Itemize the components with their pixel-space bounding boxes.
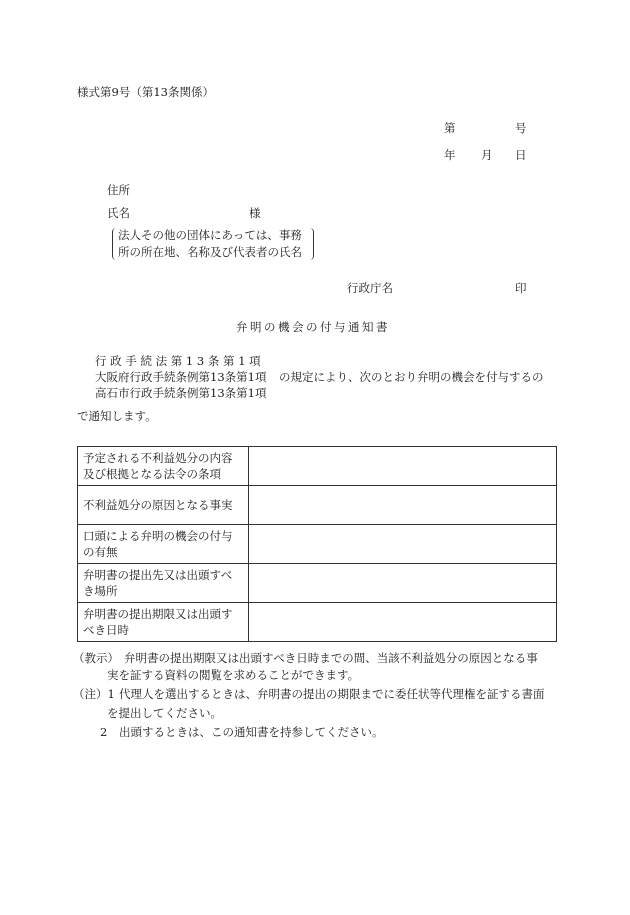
- table-row-label: [78, 603, 249, 642]
- law-reference-3: 高石市行政手続条例第13条第1項: [95, 386, 267, 400]
- table-row: [78, 564, 557, 603]
- document-number-suffix: 号: [515, 121, 527, 135]
- label-line: き場所: [83, 584, 118, 598]
- label-line: べき日時: [83, 623, 129, 637]
- law-reference-1: 行 政 手 続 法 第 1 3 条 第 1 項: [95, 354, 261, 368]
- address-label: 住所: [107, 183, 130, 197]
- label-line: 予定される不利益処分の内容: [83, 451, 233, 465]
- honorific: 様: [249, 206, 261, 220]
- corporate-note-line1: 法人その他の団体にあっては、事務: [118, 228, 302, 242]
- seal-mark: 印: [515, 281, 527, 295]
- body-text-continuation: の規定により、次のとおり弁明の機会を付与するの: [279, 370, 544, 384]
- date-day: 日: [515, 148, 527, 162]
- instruction-line2: 実を証する資料の閲覧を求めることができます。: [107, 668, 360, 682]
- table-row-label: [78, 447, 249, 486]
- notice-table: [77, 446, 557, 642]
- label-line: 及び根拠となる法令の条項: [83, 467, 221, 481]
- name-label: 氏名: [107, 206, 130, 220]
- corporate-note-line2: 所の所在地、名称及び代表者の氏名: [118, 245, 302, 259]
- table-row-label: [78, 564, 249, 603]
- label-line: 弁明書の提出先又は出頭すべ: [83, 568, 233, 582]
- table-row-value: [249, 447, 557, 486]
- body-text-line2: で通知します。: [77, 409, 157, 423]
- table-row-label: [78, 486, 249, 525]
- table-row: [78, 447, 557, 486]
- table-row: [78, 525, 557, 564]
- note1-line1: 代理人を選出するときは、弁明書の提出の期限までに委任状等代理権を証する書面: [119, 687, 545, 701]
- form-number: 様式第9号（第13条関係）: [77, 85, 214, 99]
- label-line: 不利益処分の原因となる事実: [83, 498, 233, 512]
- label-line: 口頭による弁明の機会の付与: [83, 529, 233, 543]
- table-row-label: [78, 525, 249, 564]
- law-reference-2: 大阪府行政手続条例第13条第1項: [95, 370, 267, 384]
- table-row-value: [249, 486, 557, 525]
- label-line: 弁明書の提出期限又は出頭す: [83, 607, 233, 621]
- table-row: [78, 603, 557, 642]
- instruction-label: （教示）: [73, 651, 119, 665]
- document-number-prefix: 第: [444, 121, 456, 135]
- date-year: 年: [444, 148, 456, 162]
- note2-number: 2: [100, 725, 108, 739]
- label-line: の有無: [83, 545, 118, 559]
- note2-text: 出頭するときは、この通知書を持参してください。: [119, 725, 384, 739]
- note-label: （注）1: [73, 687, 115, 701]
- instruction-line1: 弁明書の提出期限又は出頭すべき日時までの間、当該不利益処分の原因となる事: [124, 651, 538, 665]
- table-row-value: [249, 525, 557, 564]
- note1-line2: を提出してください。: [107, 706, 222, 720]
- table-row: [78, 486, 557, 525]
- table-row-value: [249, 603, 557, 642]
- date-month: 月: [481, 148, 493, 162]
- agency-name-label: 行政庁名: [347, 281, 393, 295]
- document-title: 弁明の機会の付与通知書: [236, 320, 390, 334]
- table-row-value: [249, 564, 557, 603]
